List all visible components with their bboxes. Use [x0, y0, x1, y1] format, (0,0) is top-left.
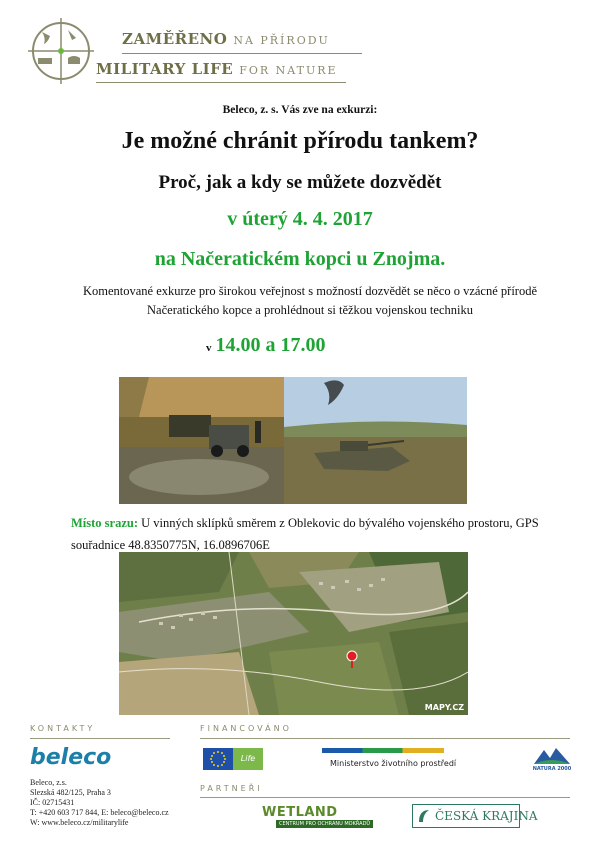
section-rule — [30, 738, 170, 739]
wetland-logo: WETLAND CENTRUM PRO OCHRANU MOKŘADŮ — [262, 805, 373, 828]
meeting-text: U vinných sklípků směrem z Oblekovic do bývalého vojenského prostoru, GPS souřadnice 48.8350775N, 16.0896706E — [71, 516, 539, 552]
event-times: v 14.00 a 17.00 — [206, 334, 326, 356]
ministry-name: Ministerstvo životního prostředí — [330, 759, 457, 768]
map-image — [119, 552, 468, 715]
event-place: na Načeratickém kopci u Znojma. — [154, 248, 446, 270]
meeting-label: Místo srazu: — [71, 516, 138, 530]
meeting-point — [71, 512, 541, 556]
beleco-logo: beleco — [30, 745, 112, 770]
ceska-krajina-logo: ČESKÁ KRAJINA — [412, 804, 520, 828]
ministry-color-bars — [322, 748, 444, 753]
header-logo — [28, 18, 568, 88]
section-rule — [200, 797, 570, 798]
natura-icon — [532, 744, 572, 766]
ceska-krajina-icon — [417, 808, 431, 824]
map-watermark: MAPY.CZ — [424, 703, 464, 712]
headline: Je možné chránit přírodu tankem? — [121, 128, 479, 154]
photo-armored-vehicle — [284, 377, 467, 504]
contact-details: Beleco, z.s. Slezská 482/125, Praha 3 IČ: 02715431 T: +420 603 717 844, E: beleco@beleco.cz W: www.beleco.cz/militarylife — [30, 778, 169, 827]
natura-2000-logo: NATURA 2000 — [532, 744, 572, 774]
life-logo: Life — [233, 748, 263, 770]
section-title-funded: FINANCOVÁNO — [200, 724, 292, 733]
brand-zamereno: ZAMĚŘENO NA PŘÍRODU — [122, 30, 330, 48]
crosshair-logo-icon — [28, 18, 94, 84]
section-rule — [200, 738, 570, 739]
subheadline: Proč, jak a kdy se můžete dozvědět — [158, 172, 442, 193]
intro-text: Beleco, z. s. Vás zve na exkurzi: — [222, 104, 378, 116]
brand-military-life: MILITARY LIFE FOR NATURE — [96, 60, 338, 78]
eu-flag-icon — [203, 748, 233, 770]
event-description: Komentované exkurze pro širokou veřejnost s možností dozvědět se něco o vzácné přírodě Načeratického kopce a prohlédnout si těžkou vojenskou techniku — [82, 284, 538, 317]
section-title-contacts: KONTAKTY — [30, 724, 96, 733]
brand-rule — [122, 53, 362, 54]
section-title-partners: PARTNEŘI — [200, 784, 263, 793]
brand-rule — [96, 82, 346, 83]
event-date: v úterý 4. 4. 2017 — [227, 208, 373, 230]
photo-offroad — [119, 377, 284, 504]
ministry-logo — [322, 748, 457, 774]
